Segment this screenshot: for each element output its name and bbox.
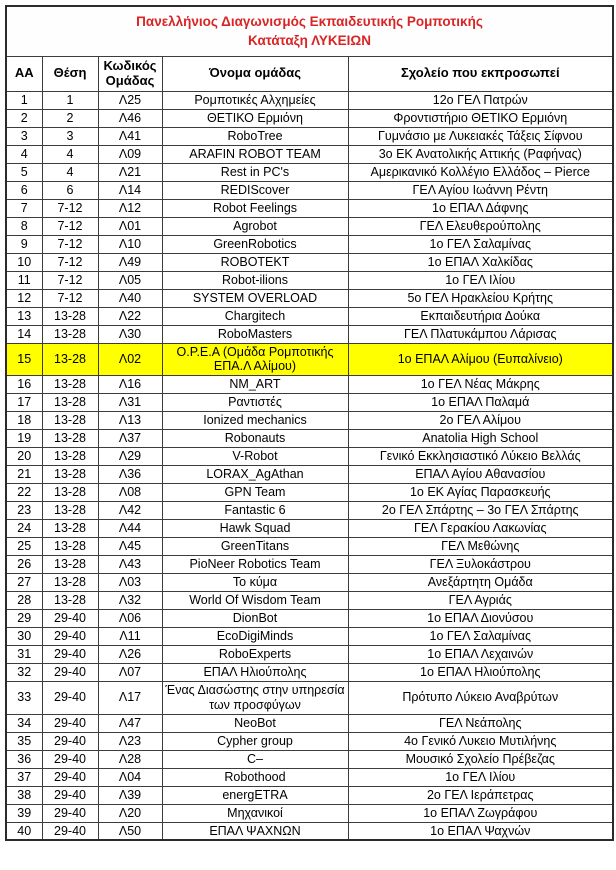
table-row	[6, 556, 613, 574]
table-row	[6, 217, 613, 235]
cell-school: 3ο ΕΚ Ανατολικής Αττικής (Ραφήνας)	[348, 145, 613, 163]
cell-team: Ραντιστές	[162, 394, 348, 412]
cell-place: 13-28	[42, 574, 98, 592]
cell-school: 1ο ΕΚ Αγίας Παρασκευής	[348, 484, 613, 502]
table-row	[6, 109, 613, 127]
cell-aa: 23	[6, 502, 42, 520]
cell-place: 13-28	[42, 502, 98, 520]
table-row	[6, 235, 613, 253]
cell-aa: 37	[6, 768, 42, 786]
cell-place: 13-28	[42, 430, 98, 448]
column-header-school: Σχολείο που εκπροσωπεί	[348, 56, 613, 91]
cell-place: 13-28	[42, 376, 98, 394]
cell-school: ΓΕΛ Αγριάς	[348, 592, 613, 610]
cell-code: Λ45	[98, 538, 162, 556]
cell-place: 13-28	[42, 538, 98, 556]
cell-code: Λ03	[98, 574, 162, 592]
cell-aa: 7	[6, 199, 42, 217]
cell-code: Λ47	[98, 714, 162, 732]
table-row	[6, 714, 613, 732]
cell-place: 29-40	[42, 628, 98, 646]
cell-code: Λ08	[98, 484, 162, 502]
table-row	[6, 664, 613, 682]
cell-aa: 13	[6, 307, 42, 325]
cell-school: ΓΕΛ Ξυλοκάστρου	[348, 556, 613, 574]
table-row	[6, 448, 613, 466]
cell-code: Λ44	[98, 520, 162, 538]
cell-code: Λ02	[98, 343, 162, 376]
table-row	[6, 127, 613, 145]
cell-school: 4ο Γενικό Λυκειο Μυτιλήνης	[348, 732, 613, 750]
cell-code: Λ09	[98, 145, 162, 163]
cell-place: 29-40	[42, 682, 98, 715]
cell-code: Λ26	[98, 646, 162, 664]
cell-school: 1ο ΓΕΛ Σαλαμίνας	[348, 235, 613, 253]
cell-code: Λ20	[98, 804, 162, 822]
cell-code: Λ39	[98, 786, 162, 804]
cell-code: Λ40	[98, 289, 162, 307]
cell-school: ΓΕΛ Πλατυκάμπου Λάρισας	[348, 325, 613, 343]
cell-school: Μουσικό Σχολείο Πρέβεζας	[348, 750, 613, 768]
table-row	[6, 271, 613, 289]
cell-school: 1ο ΕΠΑΛ Ηλιούπολης	[348, 664, 613, 682]
cell-school: Εκπαιδευτήρια Δούκα	[348, 307, 613, 325]
cell-place: 4	[42, 163, 98, 181]
cell-code: Λ07	[98, 664, 162, 682]
cell-team: Robothood	[162, 768, 348, 786]
table-row	[6, 786, 613, 804]
table-row	[6, 91, 613, 109]
cell-aa: 6	[6, 181, 42, 199]
cell-school: 2ο ΓΕΛ Ιεράπετρας	[348, 786, 613, 804]
cell-place: 29-40	[42, 768, 98, 786]
table-row	[6, 163, 613, 181]
cell-code: Λ01	[98, 217, 162, 235]
cell-team: ARAFIN ROBOT TEAM	[162, 145, 348, 163]
cell-school: Γυμνάσιο με Λυκειακές Τάξεις Σίφνου	[348, 127, 613, 145]
table-row	[6, 732, 613, 750]
cell-code: Λ49	[98, 253, 162, 271]
cell-place: 7-12	[42, 217, 98, 235]
cell-team: ΕΠΑΛ Ηλιούπολης	[162, 664, 348, 682]
cell-place: 29-40	[42, 732, 98, 750]
cell-team: Hawk Squad	[162, 520, 348, 538]
cell-code: Λ10	[98, 235, 162, 253]
cell-team: C–	[162, 750, 348, 768]
cell-school: Πρότυπο Λύκειο Αναβρύτων	[348, 682, 613, 715]
cell-aa: 31	[6, 646, 42, 664]
cell-team: ROBOTEKT	[162, 253, 348, 271]
cell-team: Ionized mechanics	[162, 412, 348, 430]
cell-code: Λ32	[98, 592, 162, 610]
cell-team: EcoDigiMinds	[162, 628, 348, 646]
cell-school: Γενικό Εκκλησιαστικό Λύκειο Βελλάς	[348, 448, 613, 466]
cell-team: Μηχανικοί	[162, 804, 348, 822]
cell-aa: 25	[6, 538, 42, 556]
cell-aa: 15	[6, 343, 42, 376]
table-row	[6, 343, 613, 376]
table-row	[6, 430, 613, 448]
cell-school: 1ο ΕΠΑΛ Ζωγράφου	[348, 804, 613, 822]
table-row	[6, 307, 613, 325]
table-row	[6, 750, 613, 768]
table-row	[6, 181, 613, 199]
cell-team: PioNeer Robotics Team	[162, 556, 348, 574]
cell-code: Λ17	[98, 682, 162, 715]
cell-team: NeoBot	[162, 714, 348, 732]
cell-team: Rest in PC's	[162, 163, 348, 181]
cell-aa: 18	[6, 412, 42, 430]
cell-aa: 8	[6, 217, 42, 235]
cell-aa: 28	[6, 592, 42, 610]
table-row	[6, 592, 613, 610]
cell-team: GreenRobotics	[162, 235, 348, 253]
cell-school: 2ο ΓΕΛ Σπάρτης – 3ο ΓΕΛ Σπάρτης	[348, 502, 613, 520]
cell-school: Αμερικανικό Κολλέγιο Ελλάδος – Pierce	[348, 163, 613, 181]
cell-place: 13-28	[42, 484, 98, 502]
cell-aa: 24	[6, 520, 42, 538]
cell-aa: 3	[6, 127, 42, 145]
cell-aa: 12	[6, 289, 42, 307]
cell-school: Ανεξάρτητη Ομάδα	[348, 574, 613, 592]
cell-team: ΕΠΑΛ ΨΑΧΝΩΝ	[162, 822, 348, 840]
cell-school: 1ο ΓΕΛ Ιλίου	[348, 768, 613, 786]
column-header-code: Κωδικός Ομάδας	[98, 56, 162, 91]
table-row	[6, 394, 613, 412]
cell-school: ΓΕΛ Μεθώνης	[348, 538, 613, 556]
cell-aa: 32	[6, 664, 42, 682]
cell-team: ΘΕΤΙΚΟ Ερμιόνη	[162, 109, 348, 127]
cell-school: ΓΕΛ Νεάπολης	[348, 714, 613, 732]
column-header-aa: ΑΑ	[6, 56, 42, 91]
cell-school: 1ο ΕΠΑΛ Λεχαινών	[348, 646, 613, 664]
cell-team: Το κύμα	[162, 574, 348, 592]
cell-aa: 14	[6, 325, 42, 343]
title-line-2: Κατάταξη ΛΥΚΕΙΩΝ	[248, 33, 372, 49]
cell-school: 2ο ΓΕΛ Αλίμου	[348, 412, 613, 430]
cell-code: Λ13	[98, 412, 162, 430]
cell-team: Robot Feelings	[162, 199, 348, 217]
cell-team: energETRA	[162, 786, 348, 804]
table-row	[6, 325, 613, 343]
table-row	[6, 412, 613, 430]
cell-team: DionBot	[162, 610, 348, 628]
cell-aa: 29	[6, 610, 42, 628]
cell-aa: 27	[6, 574, 42, 592]
table-row	[6, 628, 613, 646]
cell-place: 7-12	[42, 235, 98, 253]
column-header-place: Θέση	[42, 56, 98, 91]
title-line-1: Πανελλήνιος Διαγωνισμός Εκπαιδευτικής Ρομποτικής	[136, 13, 483, 29]
cell-team: RoboMasters	[162, 325, 348, 343]
cell-aa: 30	[6, 628, 42, 646]
cell-place: 29-40	[42, 610, 98, 628]
cell-place: 13-28	[42, 412, 98, 430]
table-row	[6, 574, 613, 592]
table-row	[6, 502, 613, 520]
cell-code: Λ21	[98, 163, 162, 181]
cell-place: 6	[42, 181, 98, 199]
table-row	[6, 538, 613, 556]
cell-team: Ένας Διασώστης στην υπηρεσία των προσφύγων	[162, 682, 348, 715]
cell-school: ΕΠΑΛ Αγίου Αθανασίου	[348, 466, 613, 484]
cell-school: 1ο ΕΠΑΛ Αλίμου (Ευπαλίνειο)	[348, 343, 613, 376]
column-header-team: Όνομα ομάδας	[162, 56, 348, 91]
cell-team: RoboTree	[162, 127, 348, 145]
cell-aa: 20	[6, 448, 42, 466]
cell-team: Ρομποτικές Αλχημείες	[162, 91, 348, 109]
table-row	[6, 466, 613, 484]
table-row	[6, 484, 613, 502]
cell-code: Λ11	[98, 628, 162, 646]
table-row	[6, 768, 613, 786]
cell-code: Λ46	[98, 109, 162, 127]
cell-place: 7-12	[42, 289, 98, 307]
cell-code: Λ42	[98, 502, 162, 520]
cell-aa: 39	[6, 804, 42, 822]
cell-aa: 34	[6, 714, 42, 732]
cell-place: 7-12	[42, 253, 98, 271]
cell-code: Λ14	[98, 181, 162, 199]
cell-code: Λ37	[98, 430, 162, 448]
cell-aa: 9	[6, 235, 42, 253]
cell-school: 1ο ΓΕΛ Σαλαμίνας	[348, 628, 613, 646]
cell-team: GPN Team	[162, 484, 348, 502]
cell-school: Anatolia High School	[348, 430, 613, 448]
cell-place: 7-12	[42, 271, 98, 289]
cell-place: 13-28	[42, 448, 98, 466]
cell-code: Λ23	[98, 732, 162, 750]
cell-place: 13-28	[42, 343, 98, 376]
cell-aa: 11	[6, 271, 42, 289]
table-row	[6, 822, 613, 840]
cell-code: Λ50	[98, 822, 162, 840]
cell-place: 29-40	[42, 750, 98, 768]
cell-aa: 40	[6, 822, 42, 840]
cell-team: V-Robot	[162, 448, 348, 466]
cell-place: 13-28	[42, 394, 98, 412]
cell-team: Cypher group	[162, 732, 348, 750]
cell-code: Λ28	[98, 750, 162, 768]
cell-place: 2	[42, 109, 98, 127]
table-row	[6, 610, 613, 628]
cell-school: 12ο ΓΕΛ Πατρών	[348, 91, 613, 109]
cell-code: Λ16	[98, 376, 162, 394]
cell-team: World Of Wisdom Team	[162, 592, 348, 610]
cell-code: Λ06	[98, 610, 162, 628]
cell-place: 13-28	[42, 325, 98, 343]
cell-team: Fantastic 6	[162, 502, 348, 520]
cell-aa: 16	[6, 376, 42, 394]
cell-place: 13-28	[42, 520, 98, 538]
cell-place: 29-40	[42, 786, 98, 804]
cell-aa: 36	[6, 750, 42, 768]
cell-place: 29-40	[42, 646, 98, 664]
cell-school: 1ο ΕΠΑΛ Χαλκίδας	[348, 253, 613, 271]
cell-team: Robonauts	[162, 430, 348, 448]
cell-school: ΓΕΛ Ελευθερούπολης	[348, 217, 613, 235]
cell-aa: 19	[6, 430, 42, 448]
table-row	[6, 646, 613, 664]
cell-place: 13-28	[42, 307, 98, 325]
table-row	[6, 682, 613, 715]
cell-place: 13-28	[42, 592, 98, 610]
cell-place: 13-28	[42, 466, 98, 484]
cell-school: 1ο ΕΠΑΛ Δάφνης	[348, 199, 613, 217]
title-row	[6, 6, 613, 56]
cell-team: Chargitech	[162, 307, 348, 325]
cell-school: 1ο ΕΠΑΛ Ψαχνών	[348, 822, 613, 840]
cell-team: Ο.Ρ.Ε.Α (Ομάδα Ρομποτικής ΕΠΑ.Λ Αλίμου)	[162, 343, 348, 376]
table-body	[6, 91, 613, 840]
cell-code: Λ30	[98, 325, 162, 343]
cell-school: ΓΕΛ Αγίου Ιωάννη Ρέντη	[348, 181, 613, 199]
cell-aa: 10	[6, 253, 42, 271]
cell-aa: 1	[6, 91, 42, 109]
cell-school: 1ο ΓΕΛ Νέας Μάκρης	[348, 376, 613, 394]
cell-code: Λ25	[98, 91, 162, 109]
header-row	[6, 56, 613, 91]
cell-aa: 22	[6, 484, 42, 502]
cell-place: 29-40	[42, 822, 98, 840]
cell-aa: 33	[6, 682, 42, 715]
cell-school: Φροντιστήριο ΘΕΤΙΚΟ Ερμιόνη	[348, 109, 613, 127]
cell-code: Λ04	[98, 768, 162, 786]
cell-place: 13-28	[42, 556, 98, 574]
cell-place: 29-40	[42, 664, 98, 682]
cell-place: 7-12	[42, 199, 98, 217]
table-row	[6, 145, 613, 163]
cell-school: ΓΕΛ Γερακίου Λακωνίας	[348, 520, 613, 538]
cell-school: 5ο ΓΕΛ Ηρακλείου Κρήτης	[348, 289, 613, 307]
cell-place: 1	[42, 91, 98, 109]
cell-school: 1ο ΓΕΛ Ιλίου	[348, 271, 613, 289]
cell-team: Robot-ilions	[162, 271, 348, 289]
cell-place: 3	[42, 127, 98, 145]
cell-place: 29-40	[42, 714, 98, 732]
cell-aa: 2	[6, 109, 42, 127]
cell-code: Λ22	[98, 307, 162, 325]
cell-place: 4	[42, 145, 98, 163]
cell-aa: 17	[6, 394, 42, 412]
cell-team: SYSTEM OVERLOAD	[162, 289, 348, 307]
cell-code: Λ36	[98, 466, 162, 484]
ranking-table	[5, 5, 614, 841]
cell-aa: 35	[6, 732, 42, 750]
cell-code: Λ29	[98, 448, 162, 466]
cell-code: Λ43	[98, 556, 162, 574]
cell-team: RoboExperts	[162, 646, 348, 664]
cell-aa: 38	[6, 786, 42, 804]
cell-code: Λ12	[98, 199, 162, 217]
table-title	[6, 6, 613, 56]
table-row	[6, 253, 613, 271]
cell-aa: 4	[6, 145, 42, 163]
table-row	[6, 289, 613, 307]
cell-aa: 5	[6, 163, 42, 181]
cell-school: 1ο ΕΠΑΛ Παλαμά	[348, 394, 613, 412]
table-row	[6, 199, 613, 217]
cell-place: 29-40	[42, 804, 98, 822]
cell-code: Λ05	[98, 271, 162, 289]
cell-team: LORAX_AgAthan	[162, 466, 348, 484]
table-row	[6, 520, 613, 538]
cell-aa: 26	[6, 556, 42, 574]
cell-aa: 21	[6, 466, 42, 484]
cell-team: REDIScover	[162, 181, 348, 199]
table-row	[6, 376, 613, 394]
table-row	[6, 804, 613, 822]
cell-code: Λ41	[98, 127, 162, 145]
cell-team: NM_ART	[162, 376, 348, 394]
cell-school: 1ο ΕΠΑΛ Διονύσου	[348, 610, 613, 628]
cell-team: Agrobot	[162, 217, 348, 235]
cell-team: GreenTitans	[162, 538, 348, 556]
cell-code: Λ31	[98, 394, 162, 412]
